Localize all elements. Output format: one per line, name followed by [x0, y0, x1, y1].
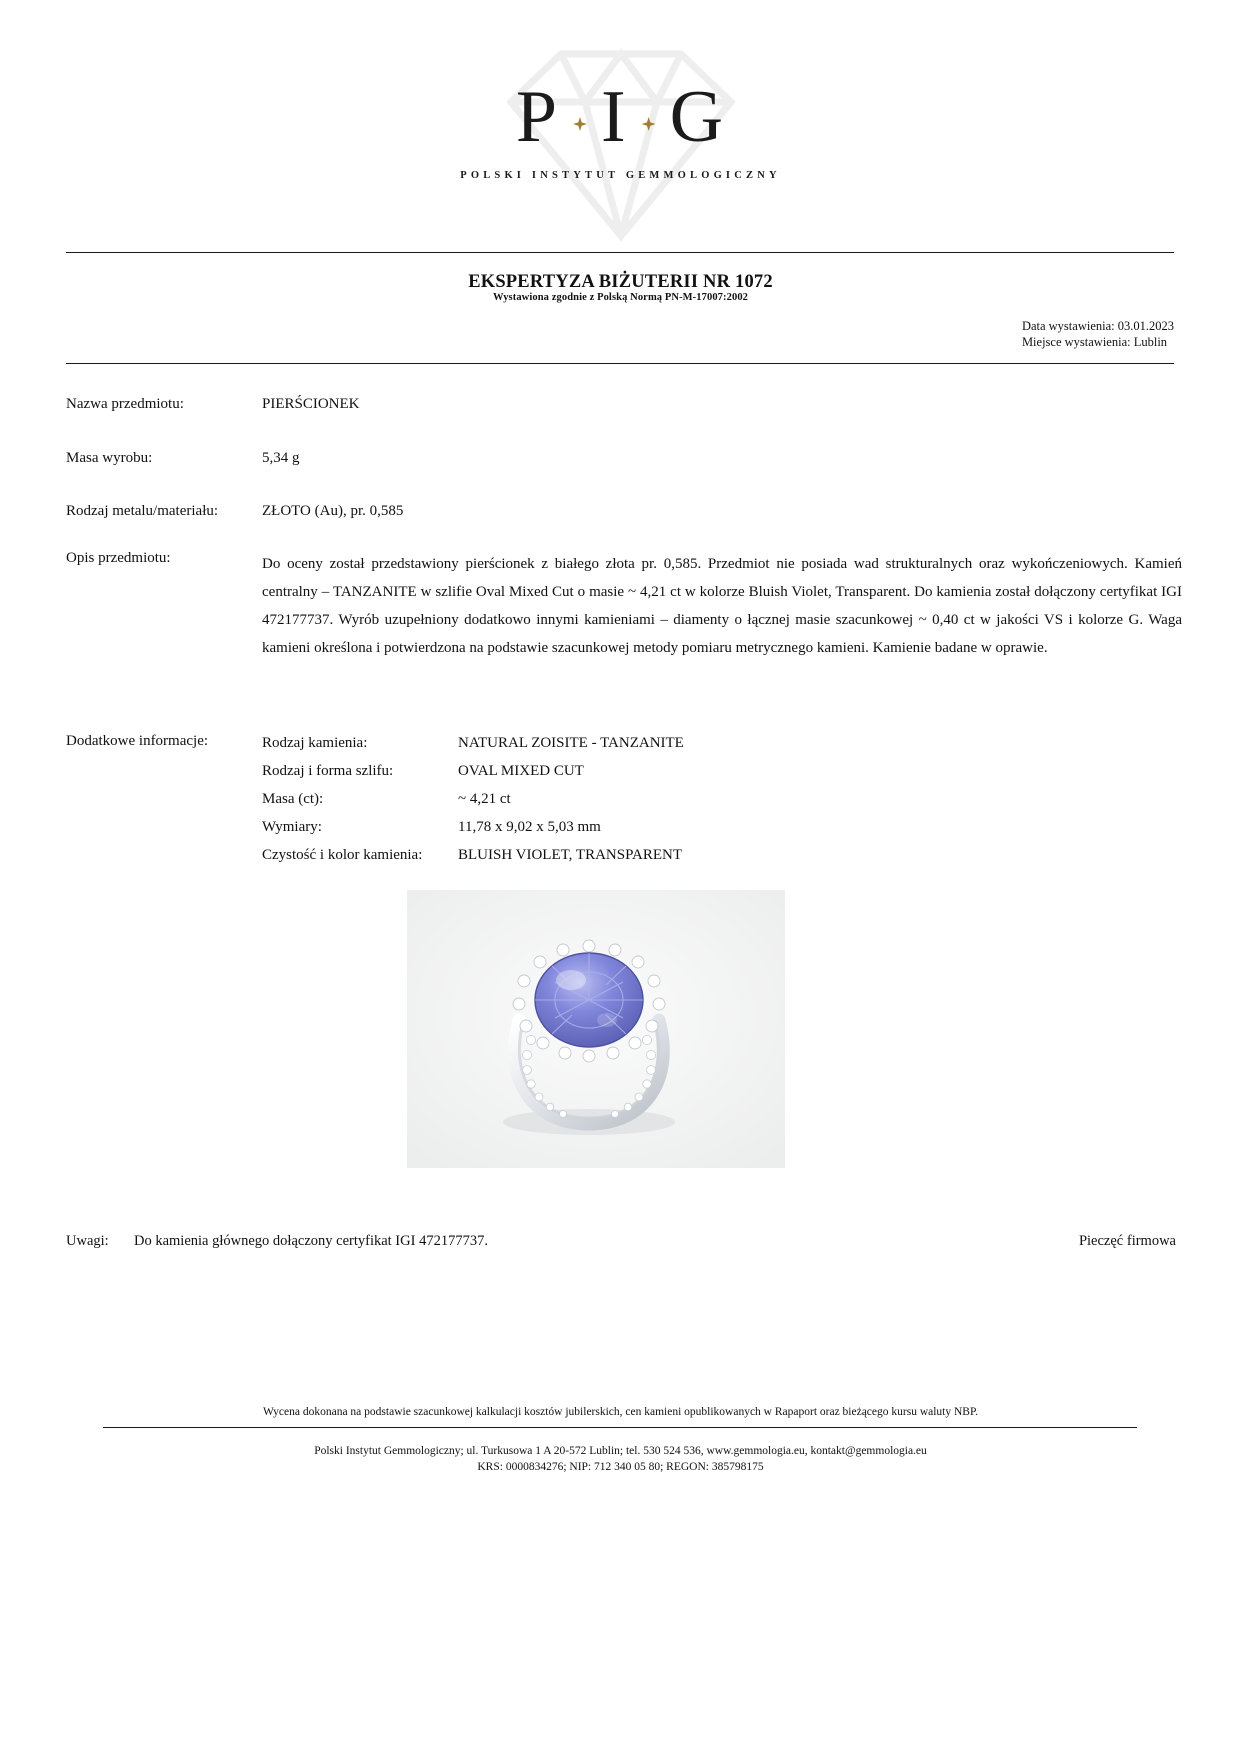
logo-letter-i: I	[601, 76, 628, 158]
table-cell-key: Rodzaj i forma szlifu:	[262, 763, 394, 779]
field-label: Opis przedmiotu:	[66, 550, 171, 566]
table-cell-value: 11,78 x 9,02 x 5,03 mm	[458, 819, 601, 835]
footer-contact	[0, 1443, 1241, 1475]
table-cell-value: ~ 4,21 ct	[458, 791, 511, 807]
table-cell-key: Czystość i kolor kamienia:	[262, 847, 423, 863]
divider-top	[66, 252, 1174, 253]
issue-meta	[1022, 318, 1174, 350]
logo-letter-g: G	[669, 76, 726, 158]
field-label: Rodzaj metalu/materiału:	[66, 503, 219, 519]
footer-contact-line-2: KRS: 0000834276; NIP: 712 340 05 80; REGON: 385798175	[477, 1461, 764, 1473]
divider-footer	[103, 1427, 1137, 1428]
table-row	[262, 733, 1162, 761]
field-value: 5,34 g	[262, 450, 300, 466]
footer-valuation-note: Wycena dokonana na podstawie szacunkowej kalkulacji kosztów jubilerskich, cen kamieni opublikowanych w Rapaport oraz bieżącego kursu waluty NBP.	[263, 1406, 978, 1418]
issue-date: Data wystawienia: 03.01.2023	[1021, 319, 1174, 333]
divider-middle	[66, 363, 1174, 364]
ring-photo	[407, 890, 785, 1168]
company-stamp-label: Pieczęć firmowa	[1078, 1233, 1176, 1249]
issue-place: Miejsce wystawienia: Lublin	[1021, 335, 1168, 349]
ring-photo-illustration	[407, 890, 785, 1168]
table-cell-key: Masa (ct):	[262, 791, 324, 807]
table-cell-value: OVAL MIXED CUT	[458, 763, 584, 779]
logo-letter-p: P	[515, 76, 560, 158]
table-cell-value: NATURAL ZOISITE - TANZANITE	[458, 735, 684, 751]
table-cell-key: Rodzaj kamienia:	[262, 735, 368, 751]
table-row	[262, 789, 1162, 817]
remarks-text: Do kamienia głównego dołączony certyfikat IGI 472177737.	[134, 1233, 488, 1249]
page-subtitle: Wystawiona zgodnie z Polską Normą PN-M-17007:2002	[492, 292, 749, 303]
footer-contact-line-1: Polski Instytut Gemmologiczny; ul. Turkusowa 1 A 20-572 Lublin; tel. 530 524 536, www.gemmologia.eu, kontakt@gemmologia.eu	[314, 1445, 927, 1457]
table-cell-value: BLUISH VIOLET, TRANSPARENT	[458, 847, 683, 863]
table-row	[262, 845, 1162, 873]
diamond-sparkle-icon	[559, 104, 601, 144]
field-value: ZŁOTO (Au), pr. 0,585	[262, 503, 404, 519]
institute-logo	[0, 46, 1241, 246]
field-label: Dodatkowe informacje:	[66, 733, 209, 749]
field-label: Nazwa przedmiotu:	[66, 396, 184, 412]
remarks-label: Uwagi:	[66, 1233, 109, 1249]
additional-info-table	[262, 733, 1162, 873]
page-title: EKSPERTYZA BIŻUTERII NR 1072	[468, 272, 773, 292]
description-text: Do oceny został przedstawiony pierścionek z białego złota pr. 0,585. Przedmiot nie posiada wad strukturalnych oraz wykończeniowych. Kamień centralny – TANZANITE w szlifie Oval Mixed Cut o masie ~ 4,21 ct w kolorze Bluish Violet, Transparent. Do kamienia został dołączony certyfikat IGI 472177737. Wyrób uzupełniony dodatkowo innymi kamieniami – diamenty o łącznej masie szacunkowej ~ 0,40 ct w jakości VS i kolorze G. Waga kamieni określona i potwierdzona na podstawie szacunkowej metody pomiaru metrycznego kamieni. Kamienie badane w oprawie.	[262, 556, 1182, 656]
table-cell-key: Wymiary:	[262, 819, 322, 835]
logo-subtitle: POLSKI INSTYTUT GEMMOLOGICZNY	[460, 170, 781, 181]
field-label: Masa wyrobu:	[66, 450, 153, 466]
table-row	[262, 761, 1162, 789]
field-value: PIERŚCIONEK	[262, 396, 360, 412]
logo-wordmark	[456, 78, 786, 156]
diamond-sparkle-icon	[628, 104, 670, 144]
table-row	[262, 817, 1162, 845]
